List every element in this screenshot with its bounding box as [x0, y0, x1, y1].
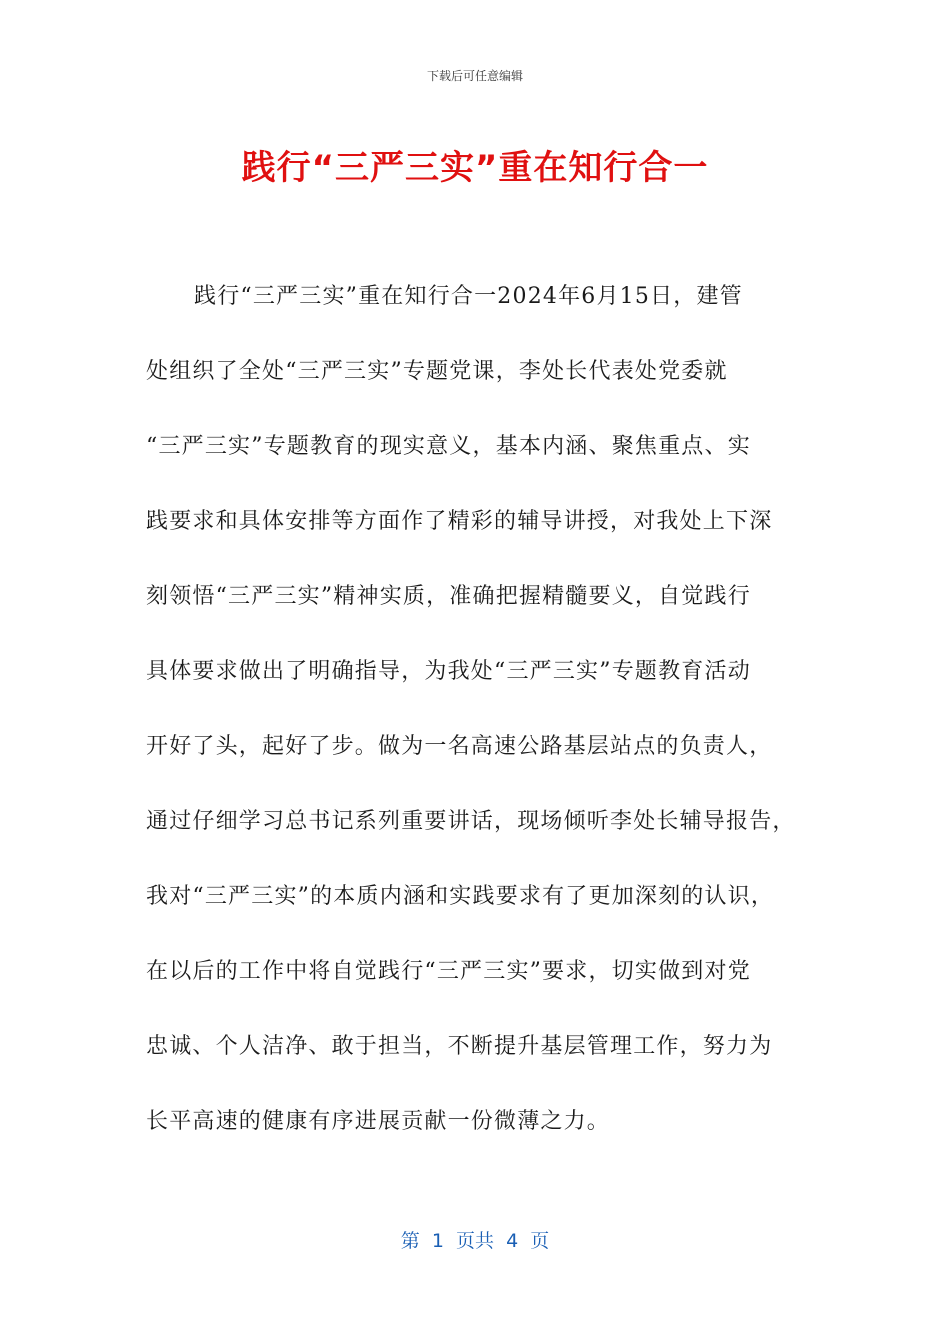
body-line: 处组织了全处“三严三实”专题党课，李处长代表处党委就: [146, 359, 728, 384]
body-line: “三严三实”专题教育的现实意义，基本内涵、聚焦重点、实: [146, 434, 751, 459]
body-line: 忠诚、个人洁净、敢于担当，不断提升基层管理工作，努力为: [146, 1034, 773, 1059]
body-line: 通过仔细学习总书记系列重要讲话，现场倾听李处长辅导报告，: [146, 809, 796, 834]
page-header-note: 下载后可任意编辑: [426, 69, 523, 83]
body-line: 长平高速的健康有序进展贡献一份微薄之力。: [146, 1109, 611, 1134]
body-line: 开好了头，起好了步。做为一名高速公路基层站点的负责人，: [146, 734, 773, 759]
body-line: 我对“三严三实”的本质内涵和实践要求有了更加深刻的认识，: [146, 884, 775, 909]
document-body: [146, 272, 806, 1172]
body-line: 在以后的工作中将自觉践行“三严三实”要求，切实做到对党: [146, 959, 751, 984]
body-line: 践行“三严三实”重在知行合一2024年6月15日，建管: [194, 284, 743, 309]
body-line: 具体要求做出了明确指导，为我处“三严三实”专题教育活动: [146, 659, 751, 684]
body-line: 刻领悟“三严三实”精神实质，准确把握精髓要义，自觉践行: [146, 584, 751, 609]
body-line: 践要求和具体安排等方面作了精彩的辅导讲授，对我处上下深: [146, 509, 773, 534]
document-title: 践行“三严三实”重在知行合一: [241, 148, 709, 188]
page-number-label: 第 1 页共 4 页: [400, 1230, 550, 1252]
page-number-footer: [0, 1226, 950, 1253]
